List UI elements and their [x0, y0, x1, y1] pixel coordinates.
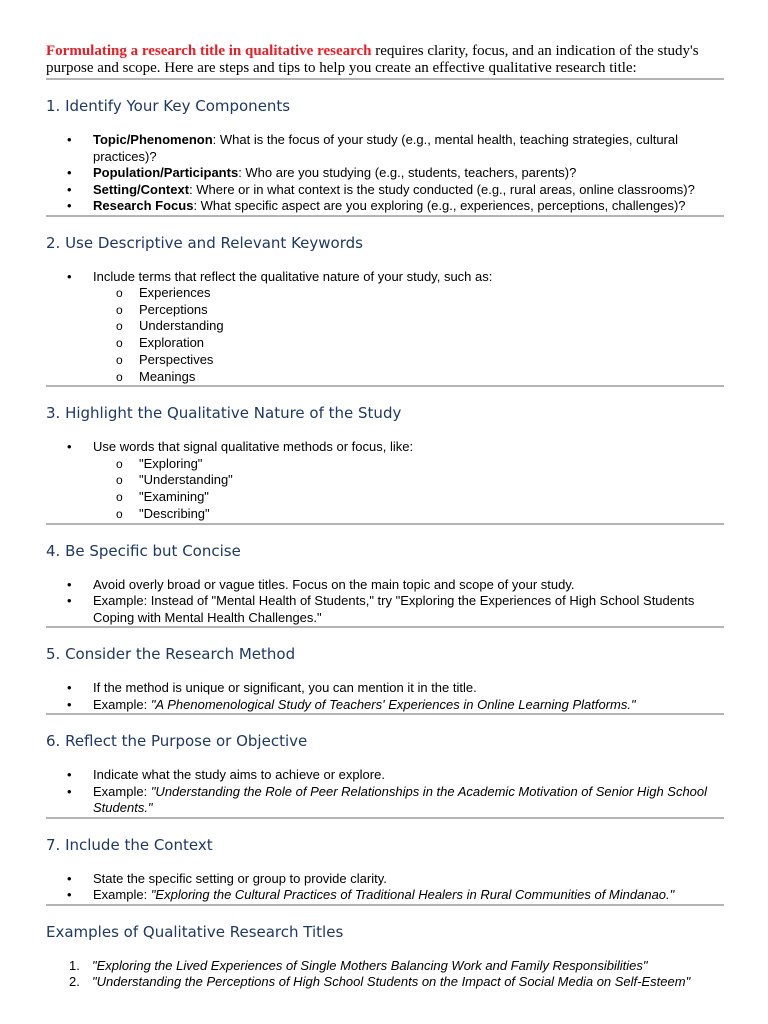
- item-number: 2.: [69, 974, 80, 990]
- section-heading-4: 4. Be Specific but Concise: [46, 541, 241, 560]
- list-item: [46, 198, 722, 215]
- section-heading-1: 1. Identify Your Key Components: [46, 97, 291, 115]
- section-divider: [46, 904, 724, 906]
- list-item: [46, 132, 722, 165]
- keyword-sublist: [46, 285, 722, 385]
- item-text: : What is the focus of your study (e.g., mental health, teaching strategies, cultural practices)?: [93, 132, 679, 164]
- sublist-item: o Exploration: [46, 335, 722, 352]
- list-item: [46, 182, 722, 199]
- section-5-list: [46, 680, 722, 713]
- list-item: [46, 165, 722, 182]
- item-text: Use words that signal qualitative methods or focus, like:: [93, 439, 414, 455]
- section-divider: [46, 523, 724, 525]
- sublist-item: o Perspectives: [46, 352, 722, 369]
- sublist-item: o Perceptions: [46, 302, 722, 319]
- section-4-list: [46, 577, 722, 627]
- section-divider: [46, 215, 724, 217]
- item-text: : What specific aspect are you exploring (e.g., experiences, perceptions, challenges)?: [193, 198, 686, 213]
- list-item: [46, 887, 722, 904]
- examples-list: [46, 958, 722, 991]
- sublist-item: o "Examining": [46, 489, 722, 506]
- section-1-list: [46, 132, 722, 215]
- section-2-list: [46, 269, 722, 386]
- section-divider: [46, 385, 724, 387]
- list-item: [46, 974, 722, 991]
- sublist-item: o "Describing": [46, 506, 722, 523]
- list-item: • Indicate what the study aims to achieve or explore.: [46, 767, 722, 784]
- example-title: "A Phenomenological Study of Teachers' Experiences in Online Learning Platforms.": [150, 696, 636, 712]
- section-divider: [46, 713, 724, 715]
- item-prefix: Example:: [93, 783, 151, 799]
- list-item: [46, 697, 722, 714]
- section-divider: [46, 78, 724, 80]
- example-title: "Exploring the Cultural Practices of Traditional Healers in Rural Communities of Mindanao.": [150, 887, 675, 903]
- item-text: : Who are you studying (e.g., students, teachers, parents)?: [238, 165, 577, 180]
- section-7-list: [46, 871, 722, 904]
- intro-paragraph: [46, 0, 722, 78]
- examples-heading: Examples of Qualitative Research Titles: [46, 922, 344, 941]
- list-item: • If the method is unique or significant, you can mention it in the title.: [46, 680, 722, 697]
- section-heading-7: 7. Include the Context: [46, 835, 213, 854]
- item-text: : Where or in what context is the study conducted (e.g., rural areas, online classrooms)?: [189, 181, 695, 197]
- section-divider: [46, 817, 724, 819]
- list-item: • Avoid overly broad or vague titles. Focus on the main topic and scope of your study.: [46, 577, 722, 594]
- sublist-item: o "Exploring": [46, 456, 722, 473]
- list-item: [46, 958, 722, 975]
- list-item: • State the specific setting or group to provide clarity.: [46, 871, 722, 888]
- section-heading-6: 6. Reflect the Purpose or Objective: [46, 732, 308, 751]
- section-heading-2: 2. Use Descriptive and Relevant Keywords: [46, 233, 363, 252]
- list-item: • Example: Instead of "Mental Health of Students," try "Exploring the Experiences of High School Students Coping with Mental Health Challenges.": [46, 593, 722, 626]
- item-number: 1.: [69, 957, 80, 973]
- list-item: [46, 269, 722, 386]
- section-heading-5: 5. Consider the Research Method: [46, 645, 296, 664]
- item-text: Include terms that reflect the qualitative nature of your study, such as:: [93, 268, 493, 284]
- sublist-item: o "Understanding": [46, 472, 722, 489]
- section-3-list: [46, 439, 722, 522]
- item-prefix: Example:: [93, 696, 151, 712]
- item-label: Research Focus: [93, 198, 194, 213]
- item-label: Setting/Context: [93, 181, 190, 197]
- sublist-item: o Meanings: [46, 369, 722, 386]
- example-title: "Understanding the Role of Peer Relationships in the Academic Motivation of Senior High School Students.": [93, 783, 708, 816]
- section-divider: [46, 626, 724, 628]
- list-item: [46, 784, 722, 817]
- item-prefix: Example:: [93, 887, 151, 903]
- example-title: "Understanding the Perceptions of High School Students on the Impact of Social Media on Self-Esteem": [92, 974, 691, 990]
- sublist-item: o Experiences: [46, 285, 722, 302]
- section-heading-3: 3. Highlight the Qualitative Nature of the Study: [46, 404, 402, 423]
- list-item: [46, 439, 722, 522]
- intro-lead: Formulating a research title in qualitative research: [46, 43, 372, 59]
- item-label: Population/Participants: [93, 165, 239, 180]
- sublist-item: o Understanding: [46, 318, 722, 335]
- keyword-sublist: [46, 456, 722, 523]
- section-6-list: [46, 767, 722, 817]
- example-title: "Exploring the Lived Experiences of Single Mothers Balancing Work and Family Responsibilities": [92, 957, 648, 973]
- intro-rest: requires clarity, focus, and an indication of the study's purpose and scope. Here are steps and tips to help you create an effective qualitative research title:: [46, 43, 699, 76]
- item-label: Topic/Phenomenon: [93, 132, 213, 147]
